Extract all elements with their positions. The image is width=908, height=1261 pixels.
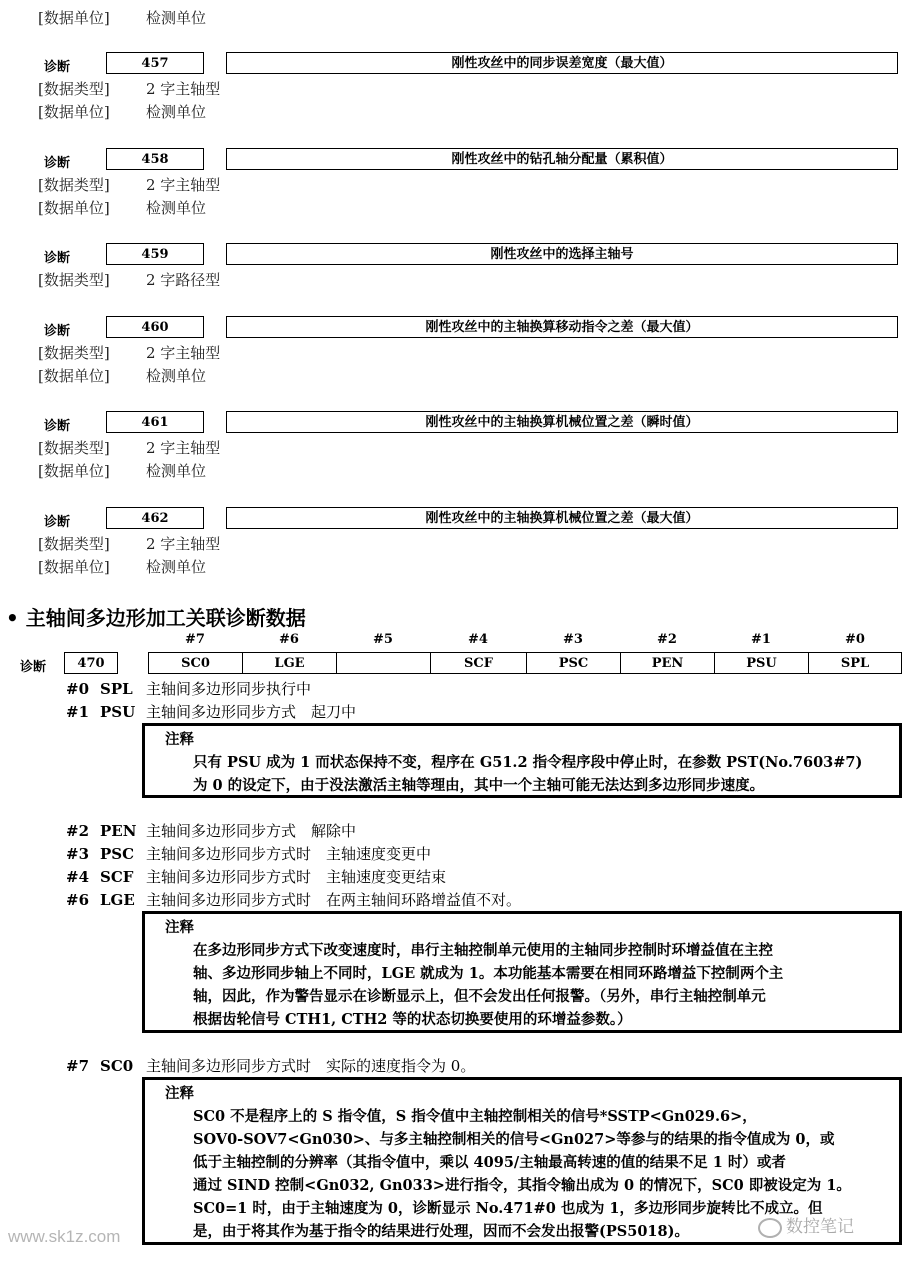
type-label: [数据类型]	[38, 344, 110, 362]
bit-name: PEN	[100, 822, 137, 840]
diag-number: 459	[106, 243, 204, 265]
diag-title: 刚性攻丝中的主轴换算机械位置之差（瞬时值）	[226, 411, 898, 433]
bit-cell-4: SCF	[430, 652, 527, 674]
bit-header: #0	[845, 632, 865, 647]
note-line: 根据齿轮信号 CTH1, CTH2 等的状态切换要使用的环增益参数。）	[193, 1011, 632, 1028]
bit-id: #3	[66, 845, 90, 863]
diag-title: 刚性攻丝中的选择主轴号	[226, 243, 898, 265]
unit-value: 检测单位	[146, 103, 207, 121]
watermark-right	[758, 1212, 854, 1238]
bit-cell-3: PSC	[526, 652, 621, 674]
bit-name: LGE	[100, 891, 135, 909]
diag-title: 刚性攻丝中的主轴换算机械位置之差（最大值）	[226, 507, 898, 529]
bit-cell-1: PSU	[714, 652, 809, 674]
type-label: [数据类型]	[38, 80, 110, 98]
note-line: SOV0-SOV7<Gn030>、与多主轴控制相关的信号<Gn027>等参与的结果的指令值成为 0，或	[193, 1131, 835, 1148]
bit-id: #1	[66, 703, 90, 721]
diag-number: 457	[106, 52, 204, 74]
diag-label: 诊断	[44, 515, 71, 530]
unit-label: [数据单位]	[38, 9, 110, 27]
bit-text: 主轴间多边形同步方式时 主轴速度变更结束	[146, 868, 447, 886]
note-line: 只有 PSU 成为 1 而状态保持不变，程序在 G51.2 指令程序段中停止时，在参数 PST(No.7603#7)	[193, 754, 863, 771]
bit-header: #6	[279, 632, 299, 647]
type-value: 2 字路径型	[146, 271, 221, 289]
bit-cell-2: PEN	[620, 652, 715, 674]
unit-label: [数据单位]	[38, 103, 110, 121]
unit-label: [数据单位]	[38, 462, 110, 480]
unit-label: [数据单位]	[38, 367, 110, 385]
bit-cell-6: LGE	[242, 652, 337, 674]
bit-header: #2	[657, 632, 677, 647]
data-unit-line	[38, 102, 206, 122]
unit-value: 检测单位	[146, 558, 207, 576]
type-label: [数据类型]	[38, 271, 110, 289]
type-value: 2 字主轴型	[146, 344, 221, 362]
note-title: 注释	[165, 919, 194, 936]
diag-number: 460	[106, 316, 204, 338]
unit-value: 检测单位	[146, 199, 207, 217]
diag-number: 470	[64, 652, 118, 674]
bit-name: PSC	[100, 845, 135, 863]
diag-label: 诊断	[44, 251, 71, 266]
watermark-left: www.sk1z.com	[8, 1227, 121, 1246]
type-value: 2 字主轴型	[146, 80, 221, 98]
data-type-line	[38, 79, 220, 99]
bit-header: #3	[563, 632, 583, 647]
data-type-line	[38, 343, 220, 363]
wechat-icon	[758, 1218, 782, 1238]
diag-title: 刚性攻丝中的钻孔轴分配量（累积值）	[226, 148, 898, 170]
top-unit-line	[38, 8, 206, 28]
bit-desc-1	[66, 701, 356, 723]
data-unit-line	[38, 366, 206, 386]
unit-label: [数据单位]	[38, 558, 110, 576]
bit-header: #4	[468, 632, 488, 647]
note-line: 为 0 的设定下，由于没法激活主轴等理由，其中一个主轴可能无法达到多边形同步速度。	[193, 777, 765, 794]
unit-value: 检测单位	[146, 462, 207, 480]
bit-desc-2	[66, 820, 356, 842]
note-title: 注释	[165, 731, 194, 748]
bit-header: #7	[185, 632, 205, 647]
unit-value: 检测单位	[146, 367, 207, 385]
bit-id: #0	[66, 680, 90, 698]
bit-text: 主轴间多边形同步方式时 实际的速度指令为 0。	[146, 1057, 476, 1075]
bit-id: #4	[66, 868, 90, 886]
diag-number: 458	[106, 148, 204, 170]
note-box-lge	[142, 911, 902, 1033]
diag-label: 诊断	[44, 156, 71, 171]
type-label: [数据类型]	[38, 176, 110, 194]
note-line: SC0 不是程序上的 S 指令值，S 指令值中主轴控制相关的信号*SSTP<Gn029.6>，	[193, 1108, 757, 1125]
note-title: 注释	[165, 1085, 194, 1102]
bit-text: 主轴间多边形同步方式时 主轴速度变更中	[146, 845, 432, 863]
note-line: 通过 SIND 控制<Gn032, Gn033>进行指令，其指令输出成为 0 的情况下，SC0 即被设定为 1。	[193, 1177, 851, 1194]
bit-header: #1	[751, 632, 771, 647]
unit-label: [数据单位]	[38, 199, 110, 217]
bit-text: 主轴间多边形同步执行中	[146, 680, 312, 698]
watermark-text: 数控笔记	[786, 1217, 854, 1236]
bit-text: 主轴间多边形同步方式时 在两主轴间环路增益值不对。	[146, 891, 522, 909]
bit-header: #5	[373, 632, 393, 647]
diag-label: 诊断	[44, 419, 71, 434]
note-line: SC0=1 时，由于主轴速度为 0，诊断显示 No.471#0 也成为 1，多边形同步旋转比不成立。但	[193, 1200, 823, 1217]
bit-desc-0	[66, 678, 311, 700]
bit-cell-7: SC0	[148, 652, 243, 674]
data-unit-line	[38, 461, 206, 481]
bit-table-470	[0, 632, 908, 680]
bit-cell-0: SPL	[808, 652, 902, 674]
note-line: 在多边形同步方式下改变速度时，串行主轴控制单元使用的主轴同步控制时环增益值在主控	[193, 942, 773, 959]
diag-number: 462	[106, 507, 204, 529]
note-box-psu	[142, 723, 902, 798]
type-value: 2 字主轴型	[146, 176, 221, 194]
section-heading	[6, 602, 306, 631]
bit-cell-5	[336, 652, 431, 674]
unit-value: 检测单位	[146, 9, 207, 27]
bit-id: #6	[66, 891, 90, 909]
diag-number: 461	[106, 411, 204, 433]
bit-text: 主轴间多边形同步方式 解除中	[146, 822, 357, 840]
diag-label: 诊断	[20, 660, 47, 675]
diag-title: 刚性攻丝中的同步误差宽度（最大值）	[226, 52, 898, 74]
diag-label: 诊断	[44, 324, 71, 339]
bit-id: #2	[66, 822, 90, 840]
data-type-line	[38, 175, 220, 195]
note-line: 是，由于将其作为基于指令的结果进行处理，因而不会发出报警(PS5018)。	[193, 1223, 689, 1240]
bit-desc-4	[66, 866, 446, 888]
note-line: 轴、多边形同步轴上不同时，LGE 就成为 1。本功能基本需要在相同环路增益下控制两个主	[193, 965, 784, 982]
bit-desc-7	[66, 1055, 475, 1077]
section-bullet: •	[6, 606, 19, 630]
bit-text: 主轴间多边形同步方式 起刀中	[146, 703, 357, 721]
note-line: 轴，因此，作为警告显示在诊断显示上，但不会发出任何报警。（另外，串行主轴控制单元	[193, 988, 766, 1005]
bit-desc-3	[66, 843, 431, 865]
data-type-line	[38, 270, 220, 290]
bit-name: SCF	[100, 868, 134, 886]
type-value: 2 字主轴型	[146, 535, 221, 553]
diag-title: 刚性攻丝中的主轴换算移动指令之差（最大值）	[226, 316, 898, 338]
bit-name: SPL	[100, 680, 133, 698]
diag-label: 诊断	[44, 60, 71, 75]
section-title: 主轴间多边形加工关联诊断数据	[25, 606, 306, 630]
bit-id: #7	[66, 1057, 90, 1075]
data-type-line	[38, 534, 220, 554]
data-unit-line	[38, 557, 206, 577]
type-label: [数据类型]	[38, 439, 110, 457]
note-line: 低于主轴控制的分辨率（其指令值中，乘以 4095/主轴最高转速的值的结果不足 1 时）或者	[193, 1154, 786, 1171]
data-unit-line	[38, 198, 206, 218]
type-value: 2 字主轴型	[146, 439, 221, 457]
type-label: [数据类型]	[38, 535, 110, 553]
bit-name: SC0	[100, 1057, 134, 1075]
bit-name: PSU	[100, 703, 136, 721]
bit-desc-6	[66, 889, 521, 911]
data-type-line	[38, 438, 220, 458]
